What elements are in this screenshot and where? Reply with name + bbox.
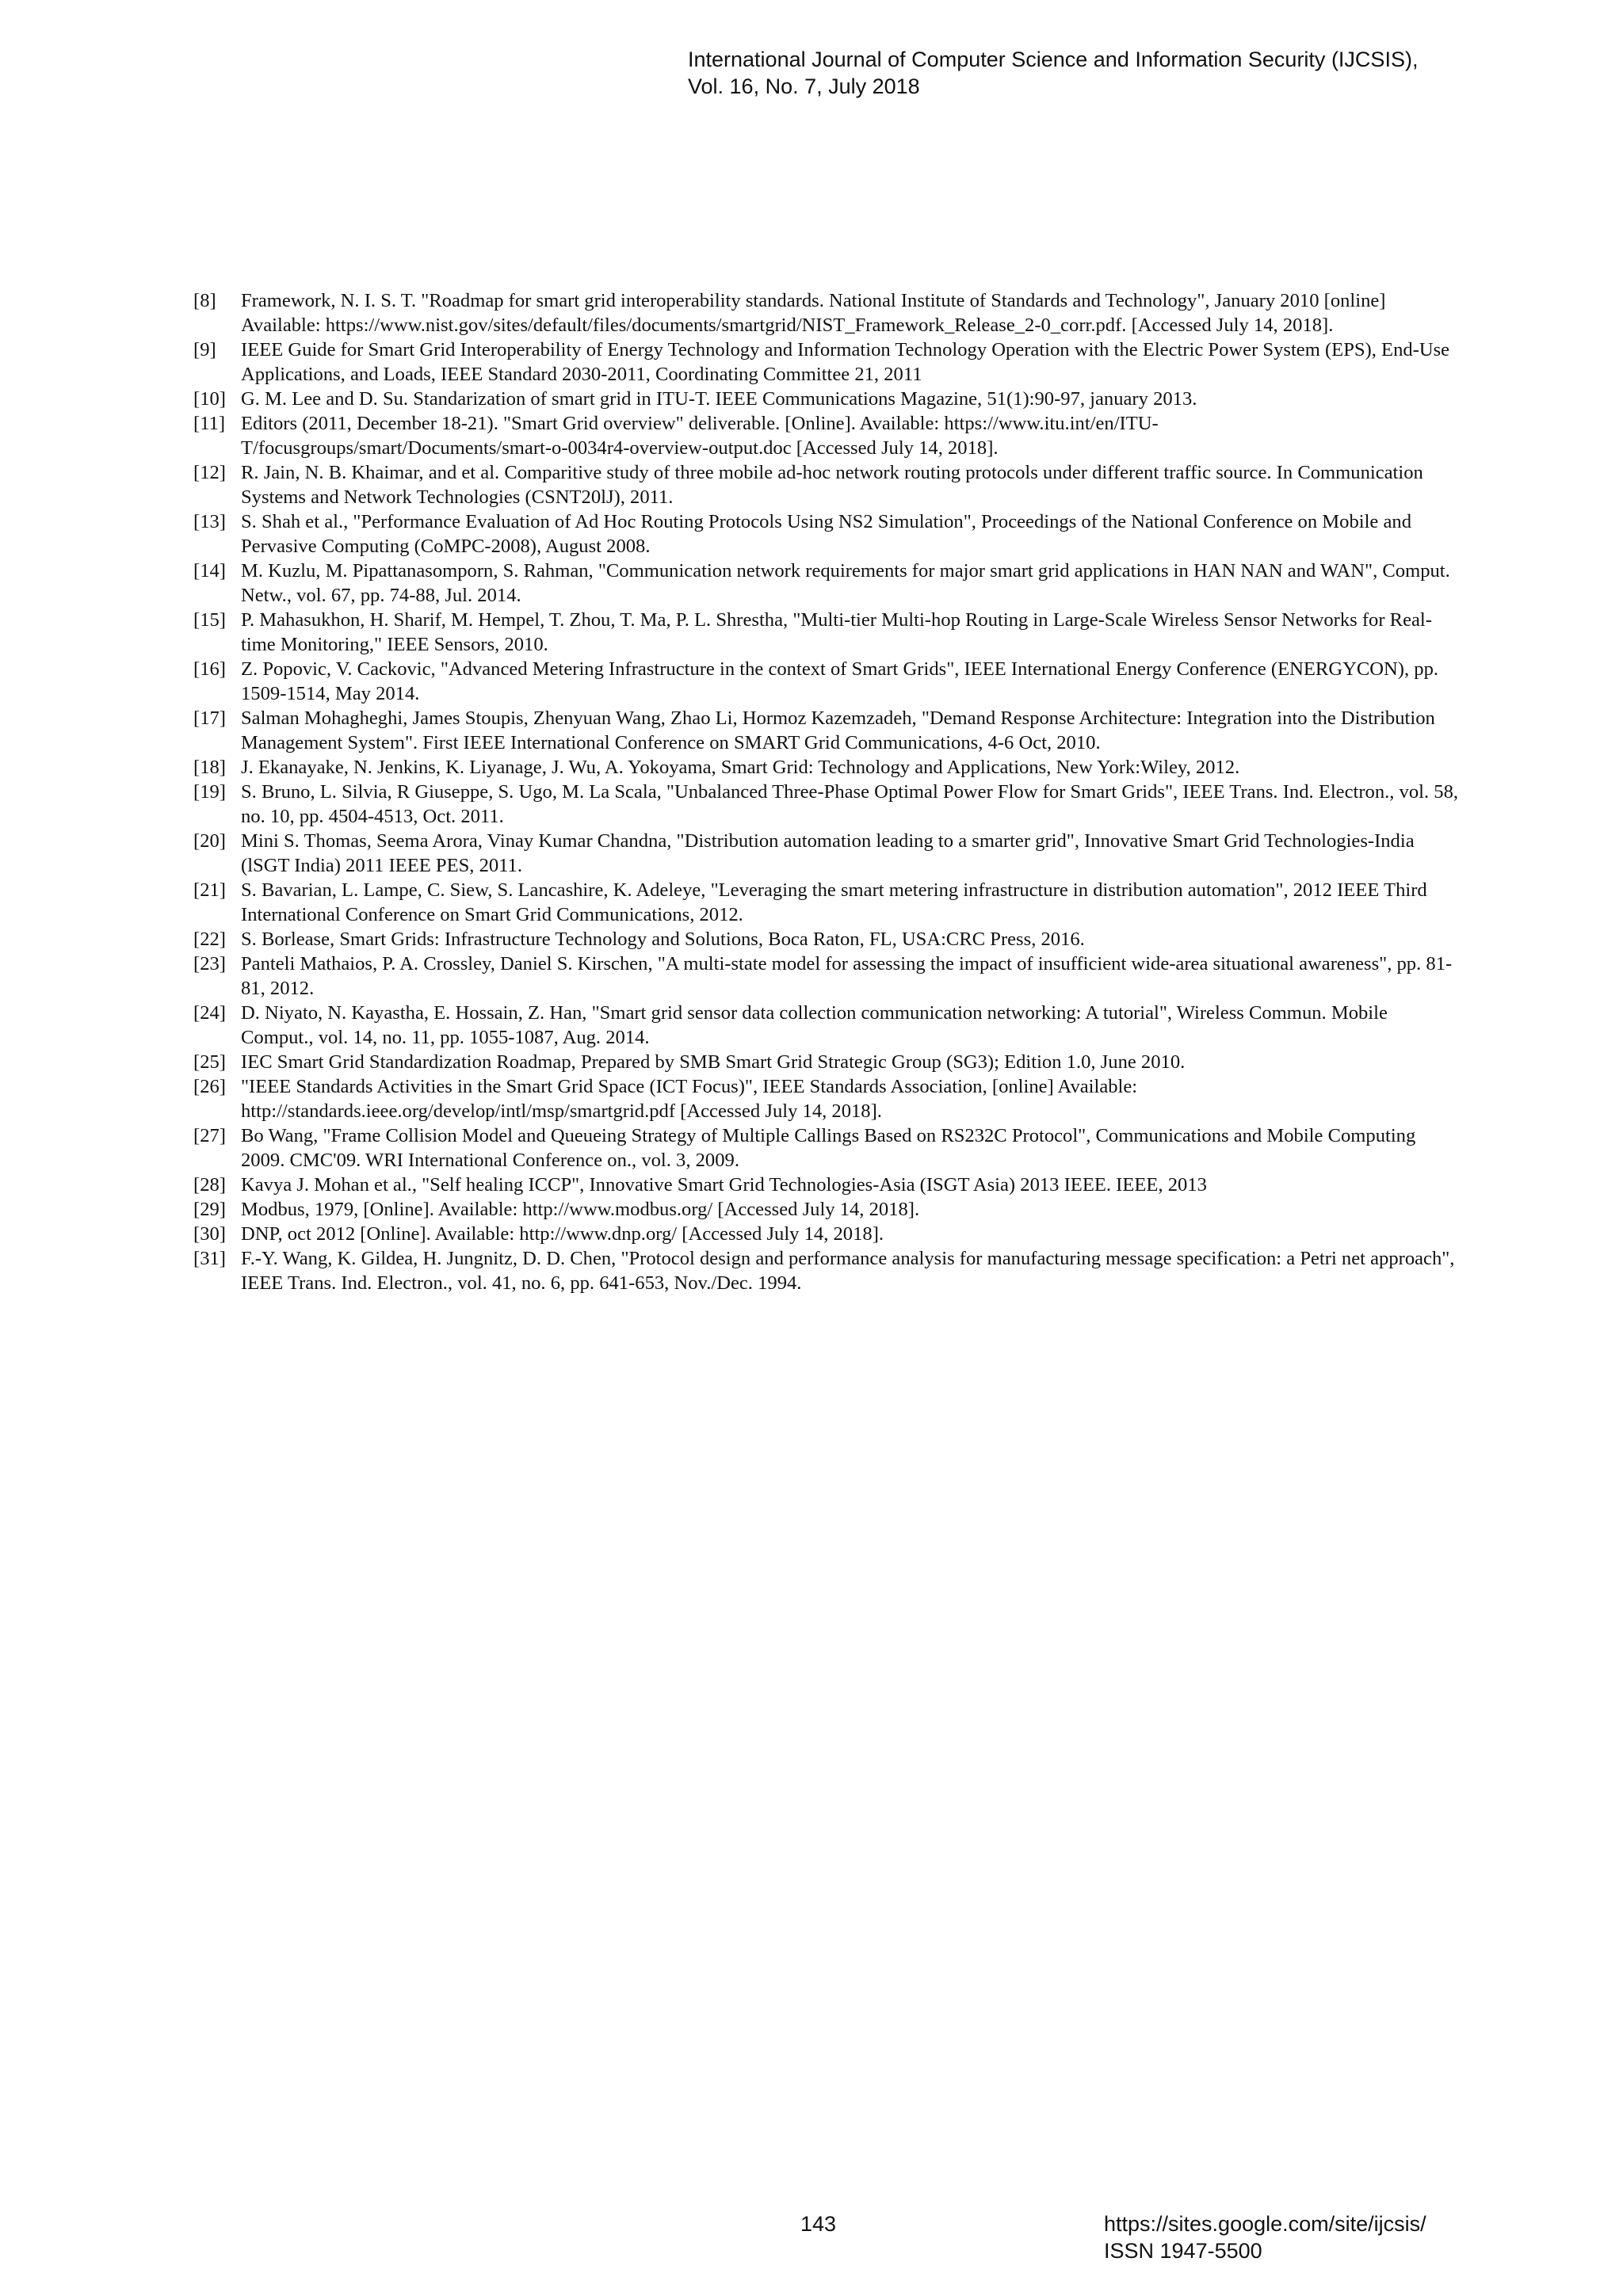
reference-number: [13]: [193, 511, 226, 532]
reference-number: [23]: [193, 953, 226, 974]
journal-issue-line: Vol. 16, No. 7, July 2018: [688, 74, 920, 98]
journal-header: [688, 46, 1480, 100]
reference-text: D. Niyato, N. Kayastha, E. Hossain, Z. Han, "Smart grid sensor data collection communication networking: A tutorial", Wireless Commun. Mobile Comput., vol. 14, no. 11, pp. 1055-1087, Aug. 2014.: [241, 1002, 1388, 1048]
reference-item: [193, 927, 1461, 952]
reference-item: [193, 288, 1461, 338]
journal-url-link[interactable]: https://sites.google.com/site/ijcsis/: [1104, 2212, 1426, 2236]
reference-item: [193, 755, 1461, 780]
reference-number: [10]: [193, 388, 226, 410]
reference-number: [15]: [193, 609, 226, 631]
footer-info: [1104, 2210, 1426, 2264]
reference-number: [21]: [193, 879, 226, 901]
reference-item: [193, 509, 1461, 559]
reference-number: [17]: [193, 707, 226, 729]
reference-item: [193, 1246, 1461, 1295]
reference-text: Salman Mohagheghi, James Stoupis, Zhenyuan Wang, Zhao Li, Hormoz Kazemzadeh, "Demand Response Architecture: Integration into the Distribution Management System". First IEEE International Conference on SMART Grid Communications, 4-6 Oct, 2010.: [241, 707, 1435, 753]
reference-item: [193, 780, 1461, 829]
reference-number: [31]: [193, 1248, 226, 1269]
reference-item: [193, 952, 1461, 1001]
reference-item: [193, 829, 1461, 878]
reference-item: [193, 1222, 1461, 1246]
reference-item: [193, 559, 1461, 608]
reference-number: [16]: [193, 658, 226, 680]
reference-number: [26]: [193, 1076, 226, 1097]
reference-item: [193, 1197, 1461, 1222]
reference-text: Editors (2011, December 18-21). "Smart Grid overview" deliverable. [Online]. Available: https://www.itu.int/en/ITU-T/focusgroups/smart/Documents/smart-o-0034r4-overview-output.doc [Accessed July 14, 2018].: [241, 413, 1159, 459]
reference-text: Framework, N. I. S. T. "Roadmap for smart grid interoperability standards. National Institute of Standards and Technology", January 2010 [online] Available: https://www.nist.gov/sites/default/files/documents/smartgrid/NIST_Framework_Release_2-0_corr.pdf. [Accessed July 14, 2018].: [241, 290, 1386, 336]
reference-number: [14]: [193, 560, 226, 582]
reference-item: [193, 1173, 1461, 1197]
reference-number: [29]: [193, 1199, 226, 1220]
reference-item: [193, 387, 1461, 411]
issn-label: ISSN 1947-5500: [1104, 2239, 1262, 2263]
reference-text: M. Kuzlu, M. Pipattanasomporn, S. Rahman, "Communication network requirements for major smart grid applications in HAN NAN and WAN", Comput. Netw., vol. 67, pp. 74-88, Jul. 2014.: [241, 560, 1450, 606]
journal-title-line: International Journal of Computer Science and Information Security (IJCSIS),: [688, 48, 1419, 71]
reference-number: [9]: [193, 339, 216, 360]
reference-text: F.-Y. Wang, K. Gildea, H. Jungnitz, D. D. Chen, "Protocol design and performance analysis for manufacturing message specification: a Petri net approach", IEEE Trans. Ind. Electron., vol. 41, no. 6, pp. 641-653, Nov./Dec. 1994.: [241, 1248, 1455, 1294]
reference-item: [193, 608, 1461, 657]
reference-item: [193, 657, 1461, 706]
reference-item: [193, 460, 1461, 509]
reference-text: G. M. Lee and D. Su. Standarization of smart grid in ITU-T. IEEE Communications Magazine, 51(1):90-97, january 2013.: [241, 388, 1197, 410]
reference-text: S. Borlease, Smart Grids: Infrastructure Technology and Solutions, Boca Raton, FL, USA:CRC Press, 2016.: [241, 929, 1085, 950]
reference-number: [25]: [193, 1051, 226, 1073]
reference-number: [30]: [193, 1223, 226, 1245]
reference-item: [193, 1123, 1461, 1173]
reference-text: P. Mahasukhon, H. Sharif, M. Hempel, T. Zhou, T. Ma, P. L. Shrestha, "Multi-tier Multi-hop Routing in Large-Scale Wireless Sensor Networks for Real-time Monitoring," IEEE Sensors, 2010.: [241, 609, 1432, 655]
reference-number: [20]: [193, 830, 226, 852]
reference-text: IEC Smart Grid Standardization Roadmap, Prepared by SMB Smart Grid Strategic Group (SG3); Edition 1.0, June 2010.: [241, 1051, 1186, 1073]
reference-number: [18]: [193, 757, 226, 778]
reference-text: IEEE Guide for Smart Grid Interoperability of Energy Technology and Information Technology Operation with the Electric Power System (EPS), End-Use Applications, and Loads, IEEE Standard 2030-2011, Coordinating Committee 21, 2011: [241, 339, 1450, 385]
reference-text: Modbus, 1979, [Online]. Available: http://www.modbus.org/ [Accessed July 14, 2018].: [241, 1199, 920, 1220]
reference-number: [11]: [193, 413, 226, 434]
page-number: 143: [800, 2212, 837, 2236]
reference-number: [27]: [193, 1125, 226, 1146]
reference-item: [193, 1074, 1461, 1123]
reference-number: [28]: [193, 1174, 226, 1196]
reference-number: [12]: [193, 462, 226, 483]
reference-text: Panteli Mathaios, P. A. Crossley, Daniel S. Kirschen, "A multi-state model for assessing the impact of insufficient wide-area situational awareness", pp. 81-81, 2012.: [241, 953, 1453, 999]
reference-list: [193, 288, 1461, 1295]
reference-item: [193, 411, 1461, 460]
reference-item: [193, 706, 1461, 755]
reference-text: Kavya J. Mohan et al., "Self healing ICCP", Innovative Smart Grid Technologies-Asia (ISGT Asia) 2013 IEEE. IEEE, 2013: [241, 1174, 1207, 1196]
reference-text: S. Bavarian, L. Lampe, C. Siew, S. Lancashire, K. Adeleye, "Leveraging the smart metering infrastructure in distribution automation", 2012 IEEE Third International Conference on Smart Grid Communications, 2012.: [241, 879, 1427, 925]
reference-item: [193, 1001, 1461, 1050]
reference-text: Bo Wang, "Frame Collision Model and Queueing Strategy of Multiple Callings Based on RS232C Protocol", Communications and Mobile Computing 2009. CMC'09. WRI International Conference on., vol. 3, 2009.: [241, 1125, 1416, 1171]
reference-item: [193, 1050, 1461, 1074]
reference-text: S. Bruno, L. Silvia, R Giuseppe, S. Ugo, M. La Scala, "Unbalanced Three-Phase Optimal Power Flow for Smart Grids", IEEE Trans. Ind. Electron., vol. 58, no. 10, pp. 4504-4513, Oct. 2011.: [241, 781, 1459, 827]
reference-text: Mini S. Thomas, Seema Arora, Vinay Kumar Chandna, "Distribution automation leading to a smarter grid", Innovative Smart Grid Technologies-India (lSGT India) 2011 IEEE PES, 2011.: [241, 830, 1415, 876]
reference-text: Z. Popovic, V. Cackovic, "Advanced Metering Infrastructure in the context of Smart Grids", IEEE International Energy Conference (ENERGYCON), pp. 1509-1514, May 2014.: [241, 658, 1439, 704]
reference-number: [24]: [193, 1002, 226, 1024]
reference-number: [22]: [193, 929, 226, 950]
reference-text: S. Shah et al., "Performance Evaluation of Ad Hoc Routing Protocols Using NS2 Simulation", Proceedings of the National Conference on Mobile and Pervasive Computing (CoMPC-2008), August 2008.: [241, 511, 1412, 557]
reference-item: [193, 878, 1461, 927]
reference-number: [8]: [193, 290, 216, 311]
reference-item: [193, 338, 1461, 387]
reference-text: R. Jain, N. B. Khaimar, and et al. Comparitive study of three mobile ad-hoc network routing protocols under different traffic source. In Communication Systems and Network Technologies (CSNT20lJ), 2011.: [241, 462, 1423, 508]
reference-text: DNP, oct 2012 [Online]. Available: http://www.dnp.org/ [Accessed July 14, 2018].: [241, 1223, 884, 1245]
reference-text: "IEEE Standards Activities in the Smart Grid Space (ICT Focus)", IEEE Standards Association, [online] Available: http://standards.ieee.org/develop/intl/msp/smartgrid.pdf [Accessed July 14, 2018].: [241, 1076, 1138, 1122]
reference-text: J. Ekanayake, N. Jenkins, K. Liyanage, J. Wu, A. Yokoyama, Smart Grid: Technology and Applications, New York:Wiley, 2012.: [241, 757, 1240, 778]
reference-number: [19]: [193, 781, 226, 803]
